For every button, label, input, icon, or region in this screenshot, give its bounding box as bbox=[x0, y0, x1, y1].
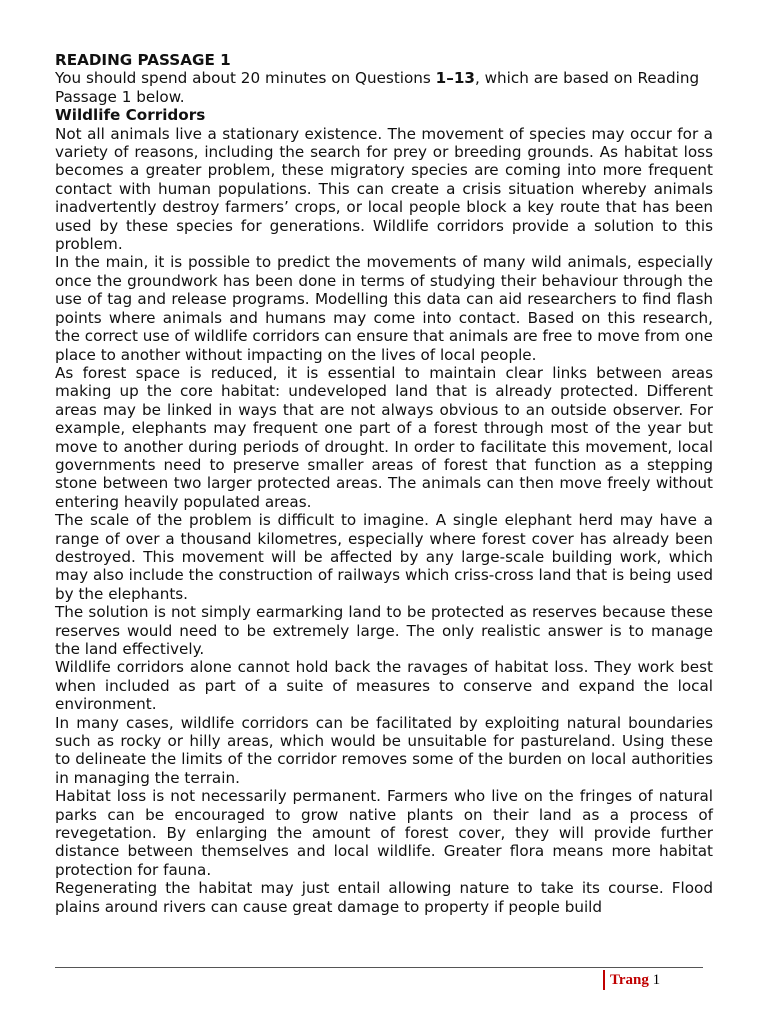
footer-divider bbox=[55, 967, 703, 968]
passage-title: Wildlife Corridors bbox=[55, 106, 206, 125]
page-number: 1 bbox=[652, 972, 661, 988]
paragraph: As forest space is reduced, it is essential to maintain clear links between areas making up the core habitat: undeveloped land that is already protected. Different areas may be linked in ways that are not always obvious to an outside observer. For example, elephants may frequent one part of a forest through most of the year but move to another during periods of drought. In order to facilitate this movement, local governments need to preserve smaller areas of forest that function as a stepping stone between two larger protected areas. The animals can then move freely without entering heavily populated areas. bbox=[55, 363, 713, 511]
paragraph: The scale of the problem is difficult to imagine. A single elephant herd may have a range of over a thousand kilometres, especially where forest cover has already been destroyed. This movement will be affected by any large-scale building work, which may also include the construction of railways which criss-cross land that is being used by the elephants. bbox=[55, 511, 713, 603]
paragraph: Regenerating the habitat may just entail allowing nature to take its course. Flood plains around rivers can cause great damage to property if people build bbox=[55, 879, 713, 916]
paragraph: Wildlife corridors alone cannot hold back the ravages of habitat loss. They work best when included as part of a suite of measures to conserve and expand the local environment. bbox=[55, 658, 713, 714]
page-footer bbox=[603, 970, 660, 990]
passage-content bbox=[55, 51, 713, 916]
section-title: READING PASSAGE 1 bbox=[55, 51, 231, 69]
paragraph: Habitat loss is not necessarily permanent. Farmers who live on the fringes of natural parks can be encouraged to grow native plants on their land as a process of revegetation. By enlarging the amount of forest cover, they will provide further distance between themselves and local wildlife. Greater flora means more habitat protection for fauna. bbox=[55, 787, 713, 879]
page-label: Trang bbox=[610, 972, 649, 988]
paragraph: In the main, it is possible to predict the movements of many wild animals, especially once the groundwork has been done in terms of studying their behaviour through the use of tag and release programs. Modelling this data can aid researchers to find flash points where animals and humans may come into contact. Based on this research, the correct use of wildlife corridors can ensure that animals are free to move from one place to another without impacting on the lives of local people. bbox=[55, 253, 713, 364]
instruction-after: , which are based on Reading Passage 1 below. bbox=[55, 69, 700, 106]
instruction-before: You should spend about 20 minutes on Questions bbox=[55, 69, 436, 88]
paragraph: The solution is not simply earmarking land to be protected as reserves because these reserves would need to be extremely large. The only realistic answer is to manage the land effectively. bbox=[55, 603, 713, 658]
paragraph: In many cases, wildlife corridors can be facilitated by exploiting natural boundaries such as rocky or hilly areas, which would be unsuitable for pastureland. Using these to delineate the limits of the corridor removes some of the burden on local authorities in managing the terrain. bbox=[55, 713, 713, 787]
question-range: 1–13 bbox=[435, 69, 475, 88]
paragraph: Not all animals live a stationary existence. The movement of species may occur for a variety of reasons, including the search for prey or breeding grounds. As habitat loss becomes a greater problem, these migratory species are coming into more frequent contact with human populations. This can create a crisis situation whereby animals inadvertently destroy farmers’ crops, or local people block a key route that has been used by these species for generations. Wildlife corridors provide a solution to this problem. bbox=[55, 124, 713, 254]
instruction-text bbox=[55, 69, 713, 106]
